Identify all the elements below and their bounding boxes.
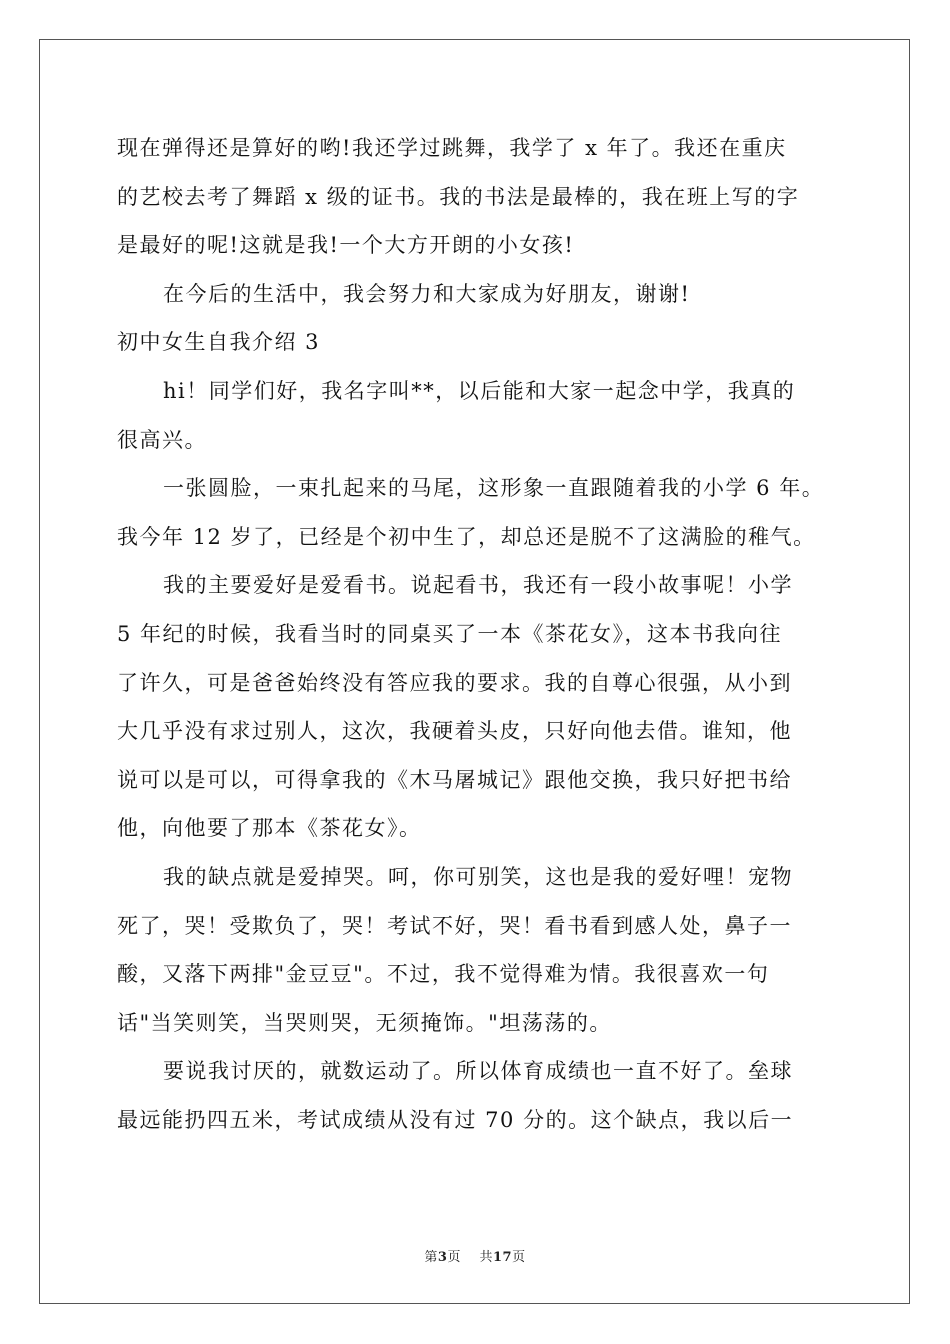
total-suffix: 页	[512, 1250, 526, 1265]
text-line: 酸，又落下两排"金豆豆"。不过，我不觉得难为情。我很喜欢一句	[117, 962, 770, 987]
text-line: 了许久，可是爸爸始终没有答应我的要求。我的自尊心很强，从小到	[117, 670, 792, 695]
section-heading: 初中女生自我介绍 3	[117, 330, 321, 355]
text-line: 很高兴。	[117, 427, 207, 452]
text-line: 死了，哭！受欺负了，哭！考试不好，哭！看书看到感人处，鼻子一	[117, 913, 792, 938]
text-line: 大几乎没有求过别人，这次，我硬着头皮，只好向他去借。谁知，他	[117, 719, 792, 744]
paragraph-first-line: 一张圆脸，一束扎起来的马尾，这形象一直跟随着我的小学 6 年。	[163, 476, 825, 501]
page-prefix: 第	[424, 1250, 438, 1265]
paragraph-first-line: 在今后的生活中，我会努力和大家成为好朋友，谢谢!	[163, 281, 691, 306]
text-line: 他，向他要了那本《茶花女》。	[117, 816, 422, 841]
text-line: 最远能扔四五米，考试成绩从没有过 70 分的。这个缺点，我以后一	[117, 1107, 794, 1132]
text-line: 我今年 12 岁了，已经是个初中生了，却总还是脱不了这满脸的稚气。	[117, 524, 816, 549]
text-line: 的艺校去考了舞蹈 x 级的证书。我的书法是最棒的，我在班上写的字	[117, 184, 800, 209]
total-prefix: 共	[479, 1250, 493, 1265]
page-footer	[0, 1246, 950, 1265]
text-line: 是最好的呢!这就是我!一个大方开朗的小女孩!	[117, 233, 575, 258]
paragraph-first-line: hi！同学们好，我名字叫**，以后能和大家一起念中学，我真的	[163, 378, 796, 403]
text-line: 现在弹得还是算好的哟!我还学过跳舞，我学了 x 年了。我还在重庆	[117, 136, 787, 160]
paragraph-first-line: 我的主要爱好是爱看书。说起看书，我还有一段小故事呢！小学	[163, 573, 793, 598]
text-line: 话"当笑则笑，当哭则哭，无须掩饰。"坦荡荡的。	[117, 1010, 612, 1035]
text-line: 说可以是可以，可得拿我的《木马屠城记》跟他交换，我只好把书给	[117, 767, 792, 792]
page-number: 3	[437, 1250, 448, 1265]
document-body	[117, 124, 837, 1144]
total-pages: 17	[493, 1250, 513, 1265]
page-suffix: 页	[447, 1250, 461, 1265]
text-line: 5 年纪的时候，我看当时的同桌买了一本《茶花女》，这本书我向往	[117, 621, 783, 646]
paragraph-first-line: 我的缺点就是爱掉哭。呵，你可别笑，这也是我的爱好哩！宠物	[163, 864, 793, 889]
paragraph-first-line: 要说我讨厌的，就数运动了。所以体育成绩也一直不好了。垒球	[163, 1059, 793, 1084]
